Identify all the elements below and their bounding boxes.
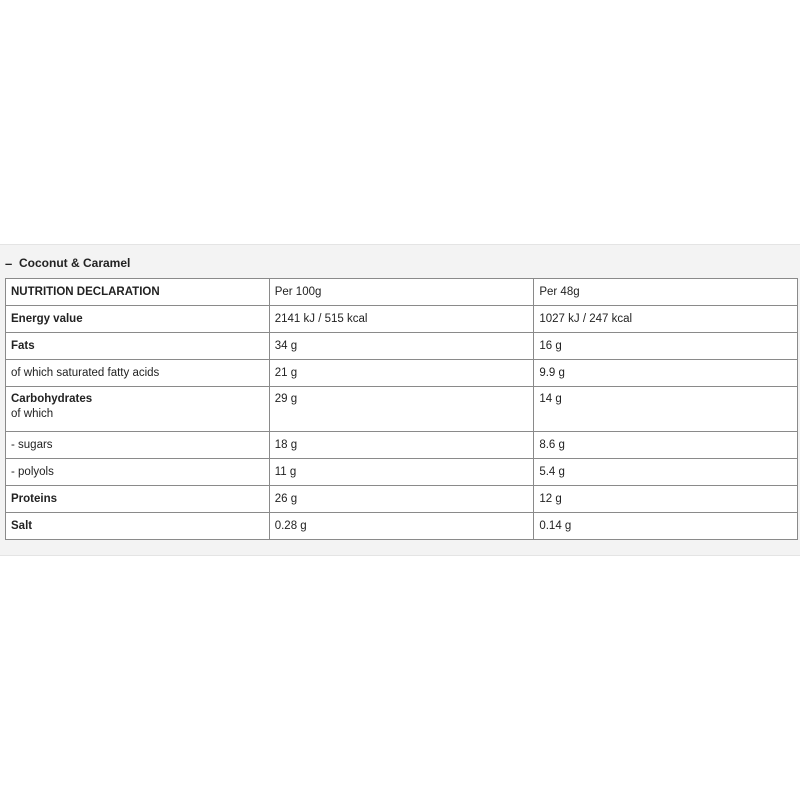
row-sublabel-of-which: of which — [11, 408, 54, 420]
row-per48-proteins: 12 g — [534, 486, 798, 513]
row-per48-carbohydrates: 14 g — [534, 387, 798, 432]
table-header-row — [6, 279, 798, 306]
row-label-saturated: of which saturated fatty acids — [6, 360, 270, 387]
row-per100-carbohydrates: 29 g — [269, 387, 534, 432]
row-per100-salt: 0.28 g — [269, 513, 534, 540]
row-label-fats: Fats — [6, 333, 270, 360]
table-row — [6, 360, 798, 387]
row-per100-fats: 34 g — [269, 333, 534, 360]
row-per48-sugars: 8.6 g — [534, 432, 798, 459]
row-per100-proteins: 26 g — [269, 486, 534, 513]
accordion-title[interactable]: Coconut & Caramel — [19, 256, 131, 270]
header-per48-cell: Per 48g — [534, 279, 798, 306]
table-row — [6, 459, 798, 486]
row-label-energy: Energy value — [6, 306, 270, 333]
row-label-polyols: - polyols — [6, 459, 270, 486]
row-label-carbohydrates: Carbohydrates — [11, 393, 93, 405]
table-row — [6, 486, 798, 513]
row-per100-saturated: 21 g — [269, 360, 534, 387]
row-per48-energy: 1027 kJ / 247 kcal — [534, 306, 798, 333]
row-label-proteins: Proteins — [6, 486, 270, 513]
nutrition-table — [5, 278, 798, 540]
row-per48-polyols: 5.4 g — [534, 459, 798, 486]
row-label-sugars: - sugars — [6, 432, 270, 459]
header-label-cell: NUTRITION DECLARATION — [6, 279, 270, 306]
table-row — [6, 333, 798, 360]
minus-icon[interactable]: – — [5, 255, 13, 271]
row-label-salt: Salt — [6, 513, 270, 540]
row-per48-saturated: 9.9 g — [534, 360, 798, 387]
table-row — [6, 513, 798, 540]
row-per100-polyols: 11 g — [269, 459, 534, 486]
table-row — [6, 432, 798, 459]
header-per100-cell: Per 100g — [269, 279, 534, 306]
accordion-header-coconut-caramel[interactable] — [5, 253, 130, 273]
row-per48-salt: 0.14 g — [534, 513, 798, 540]
row-per100-sugars: 18 g — [269, 432, 534, 459]
table-row — [6, 306, 798, 333]
nutrition-accordion-panel — [0, 244, 800, 556]
table-row — [6, 387, 798, 432]
row-per100-energy: 2141 kJ / 515 kcal — [269, 306, 534, 333]
row-per48-fats: 16 g — [534, 333, 798, 360]
row-label-carbohydrates-cell — [6, 387, 270, 432]
